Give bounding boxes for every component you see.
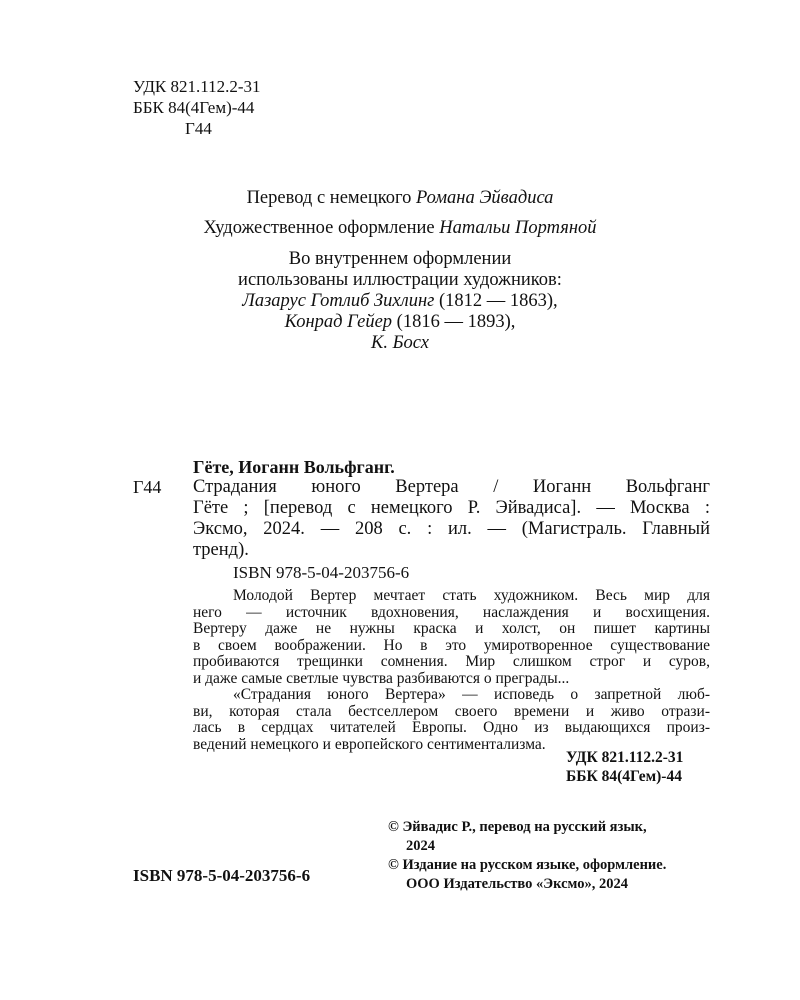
bib-line: тренд). <box>193 540 249 560</box>
annotation-line: ви, которая стала бестселлером своего времени и живо отрази- <box>193 702 710 720</box>
bbk-code: ББК 84(4Гем)-44 <box>133 98 255 117</box>
artist-2-name: Конрад Гейер <box>284 312 393 332</box>
copyright-translation-year: 2024 <box>406 838 435 854</box>
copyright-block <box>388 818 666 894</box>
udk-code: УДК 821.112.2-31 <box>133 77 261 96</box>
illustrations-line-2: использованы иллюстрации художников: <box>238 270 562 290</box>
annotation-line: и даже самые светлые чувства разбиваются о преграды... <box>193 669 570 687</box>
catalog-codes-bottom <box>566 748 683 786</box>
illustrations-line-1: Во внутреннем оформлении <box>288 249 512 269</box>
artist-3-name: К. Босх <box>371 333 429 353</box>
annotation-line: Молодой Вертер мечтает стать художником. Весь мир для <box>233 587 710 604</box>
translator-name: Романа Эйвадиса <box>416 188 554 208</box>
author-mark: Г44 <box>185 119 212 138</box>
copyright-translation: © Эйвадис Р., перевод на русский язык, <box>388 819 647 835</box>
annotation-line: пробиваются трещинки сомнения. Мир слишком строг и суров, <box>193 653 710 670</box>
artist-2 <box>0 312 800 333</box>
annotation-line: в своем воображении. Но в это умиротворенное существование <box>193 636 710 654</box>
author-heading: Гёте, Иоганн Вольфганг. <box>193 457 395 477</box>
catalog-codes <box>133 76 261 139</box>
translation-prefix: Перевод с немецкого <box>246 188 417 208</box>
isbn-bottom: ISBN 978-5-04-203756-6 <box>133 866 311 885</box>
bbk-code-bottom: ББК 84(4Гем)-44 <box>566 768 682 785</box>
annotation <box>193 588 710 753</box>
artist-1 <box>0 291 800 312</box>
artist-1-years: (1812 — 1863), <box>434 291 558 311</box>
copyright-publisher: ООО Издательство «Эксмо», 2024 <box>406 876 628 892</box>
udk-code-bottom: УДК 821.112.2-31 <box>566 749 684 766</box>
annotation-line: него — источник вдохновения, наслаждения и восхищения. <box>193 603 710 621</box>
translation-credit <box>0 188 800 209</box>
isbn-record: ISBN 978-5-04-203756-6 <box>233 563 410 582</box>
artist-1-name: Лазарус Готлиб Зихлинг <box>242 291 435 311</box>
copyright-edition: © Издание на русском языке, оформление. <box>388 857 667 873</box>
annotation-line: ведений немецкого и европейского сентиментализма. <box>193 735 546 753</box>
designer-name: Натальи Портяной <box>439 218 597 238</box>
bib-line: Гёте ; [перевод с немецкого Р. Эйвадиса]. — Москва : <box>193 498 710 518</box>
bib-author-mark: Г44 <box>133 477 162 497</box>
annotation-line: «Страдания юного Вертера» — исповедь о запретной люб- <box>233 686 710 703</box>
annotation-line: Вертеру даже не нужны краска и холст, он пишет картины <box>193 620 710 637</box>
design-prefix: Художественное оформление <box>203 218 440 238</box>
artist-3 <box>0 333 800 354</box>
bib-line: Страдания юного Вертера / Иоганн Вольфганг <box>193 477 710 497</box>
annotation-line: лась в сердцах читателей Европы. Одно из выдающихся произ- <box>193 719 710 736</box>
bib-line: Эксмо, 2024. — 208 с. : ил. — (Магистраль. Главный <box>193 519 710 539</box>
design-credit <box>0 218 800 239</box>
artist-2-years: (1816 — 1893), <box>392 312 516 332</box>
bibliographic-description <box>193 477 710 561</box>
